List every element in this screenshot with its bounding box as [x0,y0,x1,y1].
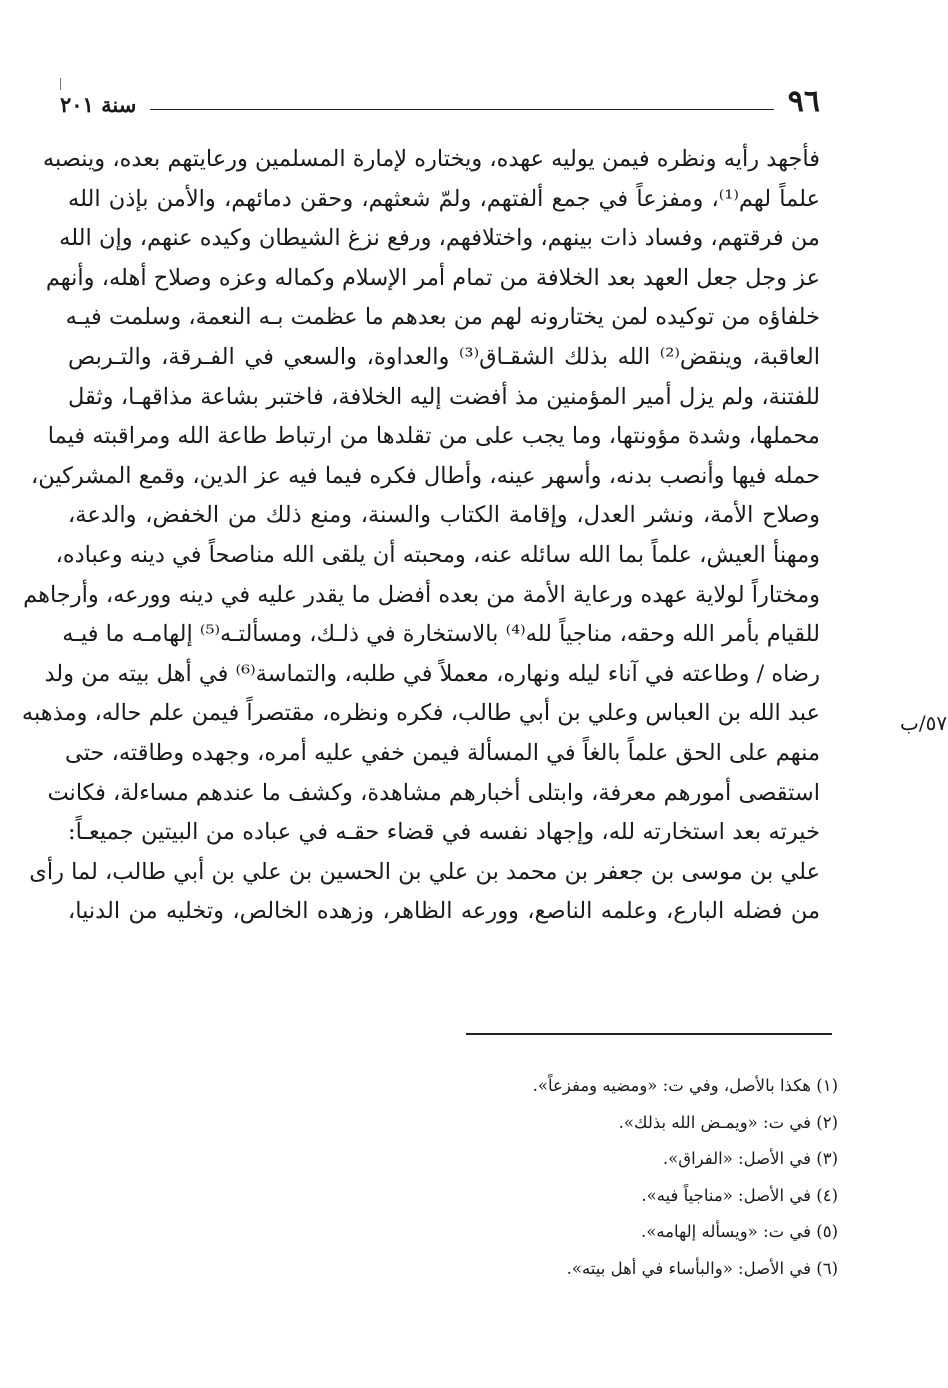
footnotes [278,1068,838,1288]
manuscript-folio-note: ٥٧/ب [900,711,948,735]
text-line: استقصى أمورهم معرفة، وابتلى أخبارهم مشاهدة، وكشف ما عندهم مساءلة، فكانت [47,779,820,806]
page-header [60,82,820,118]
text-line: علي بن موسى بن جعفر بن محمد بن علي بن الحسين بن علي بن أبي طالب، لما رأى [29,858,820,885]
text-line: حمله فيها وأنصب بدنه، وأسهر عينه، وأطال فكره فيما فيه عز الدين، وقمع المشركين، [30,462,820,489]
footnote: (٢) في ت: «ويمـض الله بذلك». [618,1112,838,1132]
text-line: العاقبة، وينقض⁽²⁾ الله بذلك الشقـاق⁽³⁾ والعداوة، والسعي في الفـرقة، والتـربص [68,343,820,370]
footnote-separator [466,1033,832,1035]
text-line: من فرقتهم، وفساد ذات بينهم، واختلافهم، ورفع نزغ الشيطان وكيده عنهم، وإن الله [59,225,820,252]
text-line: عز وجل جعل العهد بعد الخلافة من تمام أمر الإسلام وكماله وعزه وصلاح أهله، وأنهم [45,264,820,291]
text-line: ومختاراً لولاية عهده ورعاية الأمة من بعده أفضل ما يقدر عليه في دينه وورعه، وأرجاهم [23,581,820,608]
text-line: خلفاؤه من توكيده لمن يختارونه لهم من بعدهم ما عظمت بـه النعمة، وسلمت فيـه [65,304,820,331]
running-title: سنة ٢٠١ [60,92,137,117]
text-line: وصلاح الأمة، ونشر العدل، وإقامة الكتاب والسنة، ومنع ذلك من الخفض، والدعة، [68,502,820,529]
footnote: (٣) في الأصل: «الفراق». [662,1149,838,1169]
text-line: ومهنأ العيش، علماً بما الله سائله عنه، ومحبته أن يلقى الله مناصحاً في دينه وعباده، [55,541,820,568]
text-line: فأجهد رأيه ونظره فيمن يوليه عهده، ويختاره لإمارة المسلمين ورعايتهم بعده، وينصبه [42,146,820,172]
text-line: من فضله البارع، وعلمه الناصع، وورعه الظاهر، وزهده الخالص، وتخليه من الدنيا، [68,898,820,925]
text-line: للقيام بأمر الله وحقه، مناجياً لله⁽⁴⁾ بالاستخارة في ذلـك، ومسألتـه⁽⁵⁾ إلهامـه ما فيـه [62,621,820,648]
footnote: (١) هكذا بالأصل، وفي ت: «ومضيه ومفزعاً». [532,1076,838,1095]
header-rule [150,109,773,111]
text-line: عبد الله بن العباس وعلي بن أبي طالب، فكره ونظره، مقتصراً فيمن علم حاله، ومذهبه [21,700,820,727]
footnote: (٥) في ت: «ويسأله إلهامه». [640,1222,838,1242]
text-line: علماً لهم⁽¹⁾، ومفزعاً في جمع ألفتهم، ولمّ شعثهم، وحقن دمائهم، والأمن بإذن الله [68,185,821,212]
text-line: خيرته بعد استخارته لله، وإجهاد نفسه في قضاء حقـه في عباده من البيتين جميعـاً: [68,819,820,846]
footnote: (٤) في الأصل: «مناجياً فيه». [641,1185,838,1205]
main-text [21,140,821,932]
text-line: للفتنة، ولم يزل أمير المؤمنين مذ أفضت إليه الخلافة، فاختبر بشاعة مذاقهـا، وثقل [68,383,820,410]
text-line: رضاه / وطاعته في آناء ليله ونهاره، معملاً في طلبه، والتماسة⁽⁶⁾ في أهل بيته من ولد [44,660,820,687]
text-line: منهم على الحق علماً بالغاً في المسألة فيمن خفي عليه أمره، وجهده وطاقته، حتى [65,739,820,766]
footnote: (٦) في الأصل: «والبأساء في أهل بيته». [566,1258,838,1278]
text-line: محملها، وشدة مؤونتها، وما يجب على من تقلدها من ارتباط طاعة الله ومراقبته فيما [47,423,820,450]
page-number: ٩٦ [787,84,820,119]
